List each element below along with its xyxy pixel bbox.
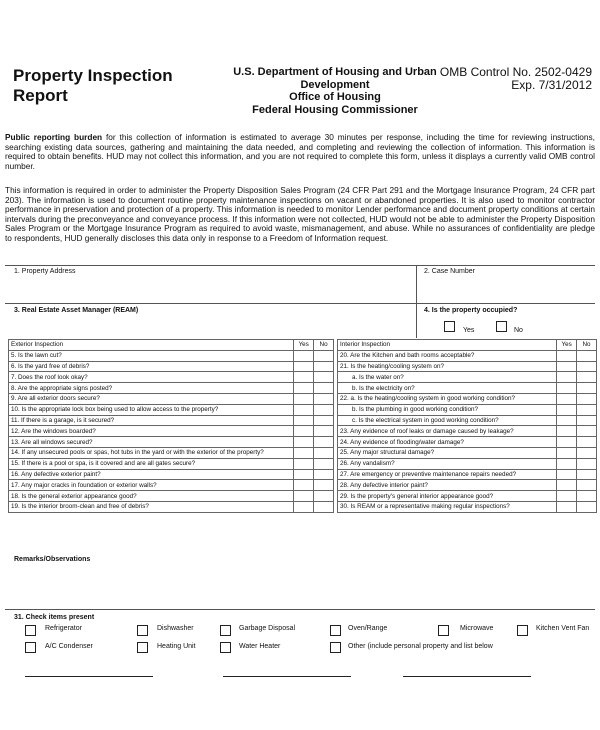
table-row	[9, 350, 334, 361]
yes-cell[interactable]	[557, 447, 577, 458]
yes-cell[interactable]	[294, 415, 314, 426]
table-row	[9, 480, 334, 491]
item-label: 13. Are all windows secured?	[9, 437, 294, 448]
item-label: 11. If there is a garage, is it secured?	[9, 415, 294, 426]
table-row	[9, 469, 334, 480]
item-label: 15. If there is a pool or spa, is it covered and are all gates secure?	[9, 458, 294, 469]
yes-cell[interactable]	[557, 361, 577, 372]
yes-cell[interactable]	[294, 491, 314, 502]
yes-cell[interactable]	[557, 426, 577, 437]
yes-cell[interactable]	[294, 393, 314, 404]
no-cell[interactable]	[314, 350, 334, 361]
table-row	[338, 437, 597, 448]
yes-cell[interactable]	[294, 404, 314, 415]
item-label: 7. Does the roof look okay?	[9, 372, 294, 383]
divider	[5, 303, 595, 304]
case-number-field[interactable]	[424, 278, 592, 300]
occupied-no-checkbox[interactable]	[496, 321, 507, 332]
no-cell[interactable]	[314, 361, 334, 372]
item-label: 22. a. Is the heating/cooling system in good working condition?	[338, 393, 557, 404]
yes-cell[interactable]	[294, 350, 314, 361]
garbage-disposal-label: Garbage Disposal	[239, 625, 296, 632]
table-row	[9, 491, 334, 502]
refrigerator-checkbox[interactable]	[25, 625, 36, 636]
title-line-2: Report	[13, 86, 68, 105]
item-label: 18. Is the general exterior appearance good?	[9, 491, 294, 502]
yes-cell[interactable]	[557, 415, 577, 426]
table-row	[338, 404, 597, 415]
no-cell[interactable]	[314, 404, 334, 415]
no-cell[interactable]	[577, 458, 597, 469]
item-label: a. Is the water on?	[338, 372, 557, 383]
item-label: 9. Are all exterior doors secure?	[9, 393, 294, 404]
table-row	[338, 469, 597, 480]
table-row	[9, 447, 334, 458]
yes-cell[interactable]	[294, 383, 314, 394]
table-row	[9, 393, 334, 404]
table-row	[9, 404, 334, 415]
ac-condenser-checkbox[interactable]	[25, 642, 36, 653]
omb-control-number: OMB Control No. 2502-0429	[439, 65, 592, 79]
remarks-field[interactable]	[14, 566, 594, 606]
remarks-label: Remarks/Observations	[14, 556, 91, 563]
table-row	[338, 393, 597, 404]
item-label: 16. Any defective exterior paint?	[9, 469, 294, 480]
table-header-row	[9, 340, 334, 351]
kitchen-vent-fan-checkbox[interactable]	[517, 625, 528, 636]
item-label: b. Is the electricity on?	[338, 383, 557, 394]
table-row	[9, 372, 334, 383]
divider	[5, 265, 595, 266]
item-label: 30. Is REAM or a representative making regular inspections?	[338, 501, 557, 512]
no-cell[interactable]	[314, 480, 334, 491]
no-cell[interactable]	[314, 393, 334, 404]
property-address-label: 1. Property Address	[14, 268, 76, 275]
yes-cell[interactable]	[294, 372, 314, 383]
no-cell[interactable]	[314, 415, 334, 426]
no-cell[interactable]	[577, 350, 597, 361]
yes-cell[interactable]	[557, 469, 577, 480]
item-label: 5. Is the lawn cut?	[9, 350, 294, 361]
item-label: b. Is the plumbing in good working condition?	[338, 404, 557, 415]
dishwasher-label: Dishwasher	[157, 625, 194, 632]
no-cell[interactable]	[577, 480, 597, 491]
item-label: 23. Any evidence of roof leaks or damage caused by leakage?	[338, 426, 557, 437]
yes-cell[interactable]	[557, 437, 577, 448]
property-address-field[interactable]	[14, 278, 412, 300]
table-row	[9, 426, 334, 437]
form-title	[13, 66, 213, 106]
no-cell[interactable]	[577, 426, 597, 437]
microwave-label: Microwave	[460, 625, 494, 632]
title-line-1: Property Inspection	[13, 66, 173, 85]
kitchen-vent-fan-label: Kitchen Vent Fan	[536, 625, 590, 632]
table-row	[338, 372, 597, 383]
list-line[interactable]	[223, 676, 351, 677]
table-row	[338, 447, 597, 458]
agency-line: Development	[300, 78, 370, 91]
no-cell[interactable]	[314, 491, 334, 502]
yes-cell[interactable]	[294, 458, 314, 469]
heating-unit-checkbox[interactable]	[137, 642, 148, 653]
omb-expiration: Exp. 7/31/2012	[511, 78, 592, 92]
oven-range-label: Oven/Range	[348, 625, 388, 632]
yes-cell[interactable]	[294, 469, 314, 480]
yes-cell[interactable]	[557, 350, 577, 361]
table-row	[338, 383, 597, 394]
table-header-row	[338, 340, 597, 351]
yes-cell[interactable]	[557, 372, 577, 383]
item-label: 8. Are the appropriate signs posted?	[9, 383, 294, 394]
yes-header: Yes	[557, 340, 577, 351]
other-checkbox[interactable]	[330, 642, 341, 653]
no-cell[interactable]	[577, 501, 597, 512]
item-label: 19. Is the interior broom-clean and free of debris?	[9, 501, 294, 512]
divider	[416, 265, 417, 338]
no-cell[interactable]	[314, 437, 334, 448]
yes-cell[interactable]	[557, 404, 577, 415]
yes-cell[interactable]	[557, 383, 577, 394]
table-row	[338, 426, 597, 437]
microwave-checkbox[interactable]	[438, 625, 449, 636]
no-cell[interactable]	[314, 469, 334, 480]
yes-cell[interactable]	[557, 480, 577, 491]
item-label: 26. Any vandalism?	[338, 458, 557, 469]
occupied-yes-checkbox[interactable]	[444, 321, 455, 332]
yes-cell[interactable]	[557, 491, 577, 502]
item-label: 25. Any major structural damage?	[338, 447, 557, 458]
item-label: 28. Any defective interior paint?	[338, 480, 557, 491]
no-cell[interactable]	[577, 383, 597, 394]
garbage-disposal-checkbox[interactable]	[220, 625, 231, 636]
table-row	[9, 383, 334, 394]
omb-block	[412, 66, 592, 92]
occupied-yes-label: Yes	[463, 327, 475, 334]
no-cell[interactable]	[577, 393, 597, 404]
yes-cell[interactable]	[294, 501, 314, 512]
list-line[interactable]	[25, 676, 153, 677]
no-cell[interactable]	[577, 361, 597, 372]
no-cell[interactable]	[577, 372, 597, 383]
yes-header: Yes	[294, 340, 314, 351]
item-label: 6. Is the yard free of debris?	[9, 361, 294, 372]
oven-range-checkbox[interactable]	[330, 625, 341, 636]
no-cell[interactable]	[314, 501, 334, 512]
no-cell[interactable]	[314, 447, 334, 458]
case-number-label: 2. Case Number	[424, 268, 475, 275]
table-row	[338, 361, 597, 372]
exterior-header: Exterior Inspection	[9, 340, 294, 351]
no-cell[interactable]	[314, 383, 334, 394]
no-cell[interactable]	[577, 415, 597, 426]
table-row	[338, 491, 597, 502]
no-cell[interactable]	[314, 458, 334, 469]
item-label: 17. Any major cracks in foundation or exterior walls?	[9, 480, 294, 491]
dishwasher-checkbox[interactable]	[137, 625, 148, 636]
interior-inspection-table	[337, 339, 597, 513]
agency-line: U.S. Department of Housing and Urban	[233, 66, 437, 78]
ream-field[interactable]	[14, 317, 412, 337]
interior-header: Interior Inspection	[338, 340, 557, 351]
no-header: No	[314, 340, 334, 351]
yes-cell[interactable]	[557, 501, 577, 512]
yes-cell[interactable]	[294, 447, 314, 458]
agency-line: Office of Housing	[289, 91, 381, 103]
table-row	[9, 361, 334, 372]
table-row	[338, 350, 597, 361]
table-row	[338, 480, 597, 491]
list-line[interactable]	[403, 676, 531, 677]
table-row	[338, 458, 597, 469]
refrigerator-label: Refrigerator	[45, 625, 82, 632]
item-label: 12. Are the windows boarded?	[9, 426, 294, 437]
no-cell[interactable]	[577, 491, 597, 502]
no-cell[interactable]	[314, 372, 334, 383]
heating-unit-label: Heating Unit	[157, 643, 196, 650]
item-label: 20. Are the Kitchen and bath rooms acceptable?	[338, 350, 557, 361]
other-label: Other (include personal property and list below	[348, 643, 493, 650]
water-heater-checkbox[interactable]	[220, 642, 231, 653]
yes-cell[interactable]	[294, 437, 314, 448]
table-row	[9, 415, 334, 426]
no-cell[interactable]	[577, 469, 597, 480]
occupied-label: 4. Is the property occupied?	[424, 307, 518, 314]
burden-lead: Public reporting burden	[5, 132, 103, 142]
item-label: 21. Is the heating/cooling system on?	[338, 361, 557, 372]
no-header: No	[577, 340, 597, 351]
checklist-title: 31. Check items present	[14, 614, 95, 621]
yes-cell[interactable]	[294, 426, 314, 437]
table-row	[338, 415, 597, 426]
occupied-no-label: No	[514, 327, 523, 334]
item-label: 10. Is the appropriate lock box being used to allow access to the property?	[9, 404, 294, 415]
table-row	[9, 437, 334, 448]
yes-cell[interactable]	[294, 480, 314, 491]
exterior-inspection-table	[8, 339, 334, 513]
water-heater-label: Water Heater	[239, 643, 281, 650]
table-row	[9, 501, 334, 512]
ac-condenser-label: A/C Condenser	[45, 643, 93, 650]
ream-label: 3. Real Estate Asset Manager (REAM)	[14, 307, 139, 314]
agency-line: Federal Housing Commissioner	[252, 103, 418, 116]
no-cell[interactable]	[577, 437, 597, 448]
item-label: 24. Any evidence of flooding/water damage?	[338, 437, 557, 448]
table-row	[9, 458, 334, 469]
divider	[5, 609, 595, 610]
table-row	[338, 501, 597, 512]
item-label: 27. Are emergency or preventive maintenance repairs needed?	[338, 469, 557, 480]
item-label: 29. Is the property's general interior appearance good?	[338, 491, 557, 502]
no-cell[interactable]	[577, 447, 597, 458]
burden-statement	[5, 133, 595, 171]
item-label: c. Is the electrical system in good working condition?	[338, 415, 557, 426]
purpose-statement: This information is required in order to administer the Property Disposition Sales Program (24 CFR Part 291 and the Mortgage Insurance Program, 24 CFR part 203). The information is used to document routine property maintenance inspections on vacant or abandoned properties. It is also used to monitor contractor performance in preservation and protection of a property. This information is needed to monitor Lender performance and document property conditions at certain intervals during the preconveyance and conveyance process. If this information were not collected, HUD would not be able to administer the Property Disposition Sales Program or the Mortgage Insurance Program as required to avoid waste, mismanagement, and abuse. While no assurances of confidentiality are pledge to respondents, HUD generally discloses this data only in response to a Freedom of Information request.	[5, 185, 595, 243]
burden-text: for this collection of information is estimated to average 30 minutes per response, including the time for reviewing instructions, searching existing data sources, gathering and maintaining the data needed, and completing and reviewing the collection of information. This information is required to obtain benefits. HUD may not collect this information, and you are not required to complete this form, unless it displays a currently valid OMB control number.	[5, 132, 595, 171]
yes-cell[interactable]	[557, 458, 577, 469]
no-cell[interactable]	[314, 426, 334, 437]
item-label: 14. If any unsecured pools or spas, hot tubs in the yard or with the exterior of the property?	[9, 447, 294, 458]
no-cell[interactable]	[577, 404, 597, 415]
yes-cell[interactable]	[557, 393, 577, 404]
yes-cell[interactable]	[294, 361, 314, 372]
